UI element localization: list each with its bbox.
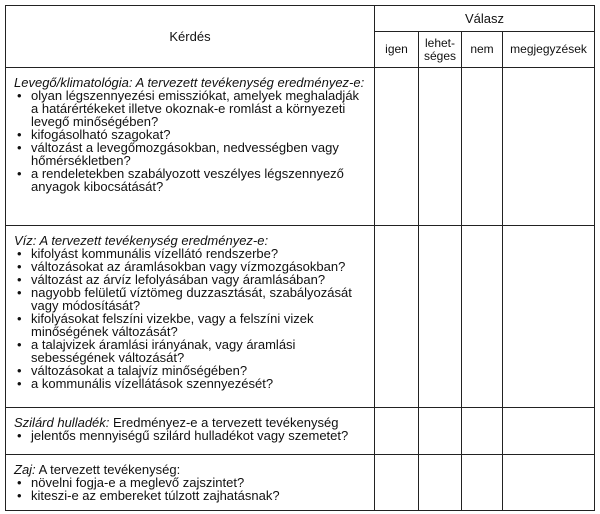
item-list-water: [14, 247, 368, 390]
section-title-rest: A tervezett tevékenység:: [35, 462, 181, 477]
notes-answer-cell[interactable]: [503, 68, 595, 226]
yes-answer-cell[interactable]: [375, 408, 419, 455]
list-item: • változásokat a talajvíz minőségében?: [14, 364, 368, 377]
possible-answer-cell[interactable]: [419, 408, 462, 455]
question-cell-air: [6, 68, 375, 226]
answer-column-header: Válasz: [375, 6, 595, 32]
section-title-italic: Zaj:: [14, 462, 36, 477]
no-answer-cell[interactable]: [462, 226, 503, 408]
notes-answer-cell[interactable]: [503, 455, 595, 511]
section-title-rest: Eredményez-e a tervezett tevékenység: [109, 415, 339, 430]
yes-answer-cell[interactable]: [375, 68, 419, 226]
list-item: • nagyobb felületű víztömeg duzzasztását, szabályozását vagy módosítását?: [14, 286, 368, 312]
possible-header-line1: lehet-: [424, 35, 456, 50]
question-cell-noise: [6, 455, 375, 511]
item-list-air: [14, 89, 368, 193]
yes-answer-cell[interactable]: [375, 226, 419, 408]
notes-answer-cell[interactable]: [503, 408, 595, 455]
possible-column-header: [419, 32, 462, 68]
section-row-water: [6, 226, 595, 408]
list-item: • változást az árvíz lefolyásában vagy áramlásában?: [14, 273, 368, 286]
yes-answer-cell[interactable]: [375, 455, 419, 511]
item-list-solid-waste: [14, 429, 368, 442]
possible-header-line2: séges: [423, 48, 457, 63]
list-item: • a talajvizek áramlási irányának, vagy áramlási sebességének változását?: [14, 338, 368, 364]
list-item: • változásokat az áramlásokban vagy vízmozgásokban?: [14, 260, 368, 273]
section-title-italic: Szilárd hulladék:: [14, 415, 110, 430]
question-cell-water: [6, 226, 375, 408]
list-item: • jelentős mennyiségű szilárd hulladékot vagy szemetet?: [14, 429, 368, 442]
list-item: • a kommunális vízellátások szennyezését?: [14, 377, 368, 390]
yes-column-header: igen: [375, 32, 419, 68]
section-row-solid-waste: [6, 408, 595, 455]
list-item: • növelni fogja-e a meglevő zajszintet?: [14, 476, 368, 489]
notes-answer-cell[interactable]: [503, 226, 595, 408]
list-item: • kifogásolható szagokat?: [14, 128, 368, 141]
possible-answer-cell[interactable]: [419, 455, 462, 511]
item-list-noise: [14, 476, 368, 502]
question-cell-solid-waste: [6, 408, 375, 455]
section-title-italic: Levegő/klimatológia: A tervezett tevékenység eredményez-e:: [14, 75, 365, 90]
list-item: • változást a levegőmozgásokban, nedvességben vagy hőmérsékletben?: [14, 141, 368, 167]
no-answer-cell[interactable]: [462, 68, 503, 226]
no-column-header: nem: [462, 32, 503, 68]
header-row-1: [6, 6, 595, 32]
section-row-noise: [6, 455, 595, 511]
list-item: • a rendeletekben szabályozott veszélyes légszennyező anyagok kibocsátását?: [14, 167, 368, 193]
question-column-header: Kérdés: [6, 6, 375, 68]
list-item: • kifolyást kommunális vízellátó rendszerbe?: [14, 247, 368, 260]
section-row-air: [6, 68, 595, 226]
questionnaire-table: [5, 5, 595, 511]
possible-answer-cell[interactable]: [419, 68, 462, 226]
section-title-italic: Víz: A tervezett tevékenység eredményez-e:: [14, 233, 269, 248]
possible-answer-cell[interactable]: [419, 226, 462, 408]
no-answer-cell[interactable]: [462, 455, 503, 511]
no-answer-cell[interactable]: [462, 408, 503, 455]
notes-column-header: megjegyzések: [503, 32, 595, 68]
list-item: • kifolyásokat felszíni vizekbe, vagy a felszíni vizek minőségének változását?: [14, 312, 368, 338]
list-item: • olyan légszennyezési emissziókat, amelyek meghaladják a határértékeket illetve okoznak-e romlást a környezeti levegő minőségében?: [14, 89, 368, 128]
list-item: • kiteszi-e az embereket túlzott zajhatásnak?: [14, 489, 368, 502]
